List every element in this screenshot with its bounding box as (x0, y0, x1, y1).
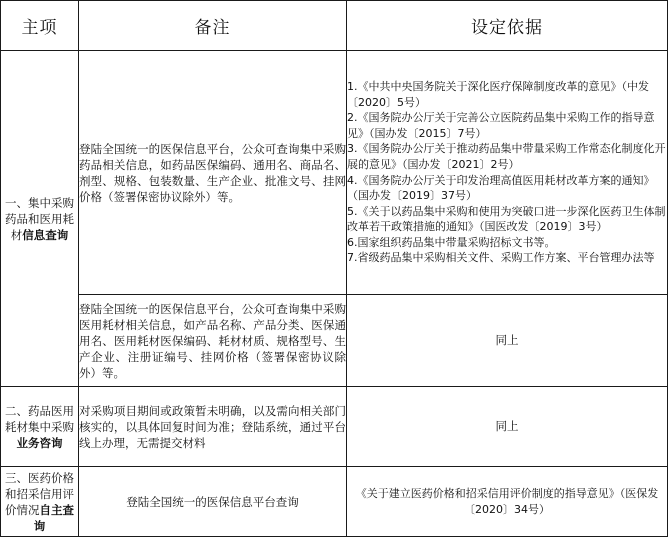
table-row (1, 467, 668, 537)
basis-item: 2.《国务院办公厅关于完善公立医院药品集中采购工作的指导意见》（国办发〔2015〕7号） (347, 111, 655, 140)
basis-same-as-above: 同上 (495, 418, 519, 433)
remark-cell: 登陆全国统一的医保信息平台，公众可查询集中采购医用耗材相关信息，如产品名称、产品分类、医保通用名、医用耗材医保编码、耗材材质、规格型号、生产企业、注册证编号、挂网价格（签署保密协议除外）等。 (79, 295, 347, 387)
table-row (1, 51, 668, 295)
remark-cell: 登陆全国统一的医保信息平台，公众可查询集中采购药品相关信息，如药品医保编码、通用名、商品名、剂型、规格、包装数量、生产企业、批准文号、挂网价格（签署保密协议除外）等。 (79, 51, 347, 295)
basis-item: 5.《关于以药品集中采购和使用为突破口进一步深化医药卫生体制改革若干政策措施的通知》（国医改发〔2019〕3号） (347, 204, 666, 234)
basis-cell (347, 295, 668, 387)
basis-item: 3.《国务院办公厅关于推动药品集中带量采购工作常态化制度化开展的意见》（国办发〔2021〕2号） (347, 142, 666, 171)
basis-item: 4.《国务院办公厅关于印发治理高值医用耗材改革方案的通知》（国办发〔2019〕37号） (347, 173, 655, 203)
table-row (1, 387, 668, 467)
basis-item: 7.省级药品集中采购相关文件、采购工作方案、平台管理办法等 (347, 251, 655, 265)
header-basis: 设定依据 (347, 1, 668, 51)
basis-item: 1.《中共中央国务院关于深化医疗保障制度改革的意见》（中发〔2020〕5号） (347, 79, 649, 109)
category-cell (1, 467, 79, 537)
category-cell (1, 51, 79, 387)
category-text: 一、集中采购药品和医用耗材 (5, 195, 74, 242)
category-text: 二、药品医用耗材集中采购 (5, 403, 74, 434)
header-remark: 备注 (79, 1, 347, 51)
remark-cell: 登陆全国统一的医保信息平台查询 (79, 467, 347, 537)
basis-item: 6.国家组织药品集中带量采购招标文书等。 (347, 235, 556, 249)
basis-cell (347, 51, 668, 295)
basis-cell (347, 387, 668, 467)
remark-cell: 对采购项目期间或政策暂未明确，以及需向相关部门核实的，以具体回复时间为准；登陆系统，通过平台线上办理，无需提交材料 (79, 387, 347, 467)
basis-same-as-above: 同上 (495, 332, 519, 347)
category-bold-text: 业务咨询 (16, 435, 63, 450)
header-main-item: 主项 (1, 1, 79, 51)
table-row (1, 295, 668, 387)
header-row (1, 1, 668, 51)
category-cell (1, 387, 79, 467)
category-bold-text: 自主查询 (33, 502, 74, 533)
category-bold-text: 信息查询 (22, 227, 69, 242)
basis-cell: 《关于建立医药价格和招采信用评价制度的指导意见》（医保发〔2020〕34号） (347, 467, 668, 537)
category-text: 三、医药价格和招采信用评价情况 (5, 470, 74, 517)
